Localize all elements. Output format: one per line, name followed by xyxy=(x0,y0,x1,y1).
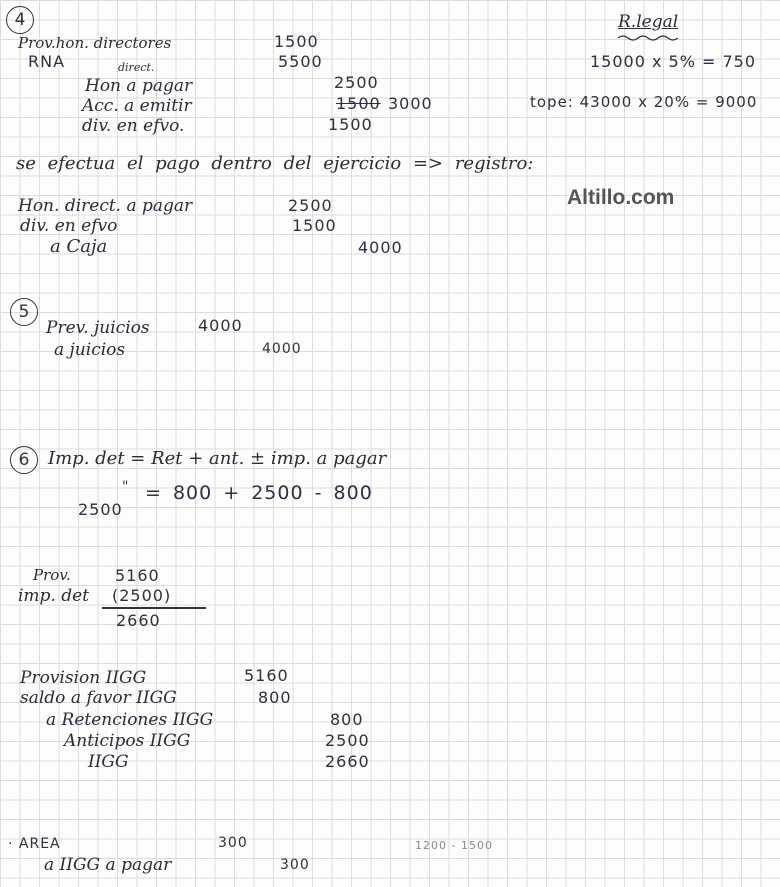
calc-label: imp. det xyxy=(18,586,90,606)
calc-label: Prov. xyxy=(33,566,71,584)
tax-equation-left: 2500 xyxy=(78,500,123,519)
entry-value: 2500 xyxy=(334,73,379,92)
superscript-note: direct. xyxy=(118,61,155,74)
entry-line: Hon a pagar xyxy=(85,76,193,96)
entry-value: 2660 xyxy=(325,752,370,771)
tope-calc: tope: 43000 x 20% = 9000 xyxy=(530,93,758,111)
entry-value: 4000 xyxy=(262,341,302,357)
entry-line: Hon. direct. a pagar xyxy=(18,196,193,216)
entry-value: 5500 xyxy=(278,52,323,71)
entry-value: 800 xyxy=(258,688,292,707)
entry-line: div. en efvo. xyxy=(82,116,185,136)
entry-value: 800 xyxy=(330,710,364,729)
entry-value: 5160 xyxy=(244,666,289,685)
entry-line: Anticipos IIGG xyxy=(64,731,191,751)
entry-value: 3000 xyxy=(388,94,433,113)
entry-line: a IIGG a pagar xyxy=(44,855,172,875)
entry-value: 1500 xyxy=(292,216,337,235)
entry-line: Prev. juicios xyxy=(46,318,150,338)
payment-sentence: se efectua el pago dentro del ejercicio => registro: xyxy=(16,153,534,174)
entry-value: 1500 xyxy=(328,115,373,134)
entry-value: 300 xyxy=(280,857,310,873)
calc-result: 2660 xyxy=(116,611,161,630)
entry-value: 4000 xyxy=(198,316,243,335)
reserva-legal-calc: 15000 x 5% = 750 xyxy=(590,52,757,71)
entry-value: 4000 xyxy=(358,238,403,257)
crossed-value: 1500 xyxy=(336,94,381,113)
tax-equation: Imp. det = Ret + ant. ± imp. a pagar xyxy=(48,448,387,469)
entry-line: Prov.hon. directores xyxy=(18,34,172,52)
section-5-number: 5 xyxy=(10,298,38,326)
watermark-logo: Altillo.com xyxy=(567,186,675,209)
sum-line xyxy=(102,607,206,609)
reserva-legal-heading: R.legal xyxy=(618,12,679,32)
tax-equation-values: = 800 + 2500 - 800 xyxy=(145,482,373,504)
entry-line: div. en efvo xyxy=(20,216,118,236)
entry-line: IIGG xyxy=(88,752,129,772)
entry-value: 2500 xyxy=(325,731,370,750)
faint-note: 1200 - 1500 xyxy=(415,839,493,852)
section-6-number: 6 xyxy=(10,446,38,474)
ditto-mark: " xyxy=(122,479,129,495)
calc-value: 5160 xyxy=(115,566,160,585)
entry-line: · AREA xyxy=(8,836,61,852)
entry-line: Provision IIGG xyxy=(20,668,147,688)
entry-line: Acc. a emitir xyxy=(82,96,192,116)
entry-line: RNA xyxy=(28,52,66,71)
entry-line: a Retenciones IIGG xyxy=(46,710,214,730)
entry-value: 1500 xyxy=(274,32,319,51)
entry-value: 300 xyxy=(218,835,248,851)
section-4-number: 4 xyxy=(6,6,34,34)
entry-value: 2500 xyxy=(288,196,333,215)
entry-line: a Caja xyxy=(50,236,108,257)
entry-line: a juicios xyxy=(54,340,126,360)
entry-line: saldo a favor IIGG xyxy=(20,688,177,708)
calc-value: (2500) xyxy=(112,586,172,605)
underline-squiggle xyxy=(618,34,678,42)
